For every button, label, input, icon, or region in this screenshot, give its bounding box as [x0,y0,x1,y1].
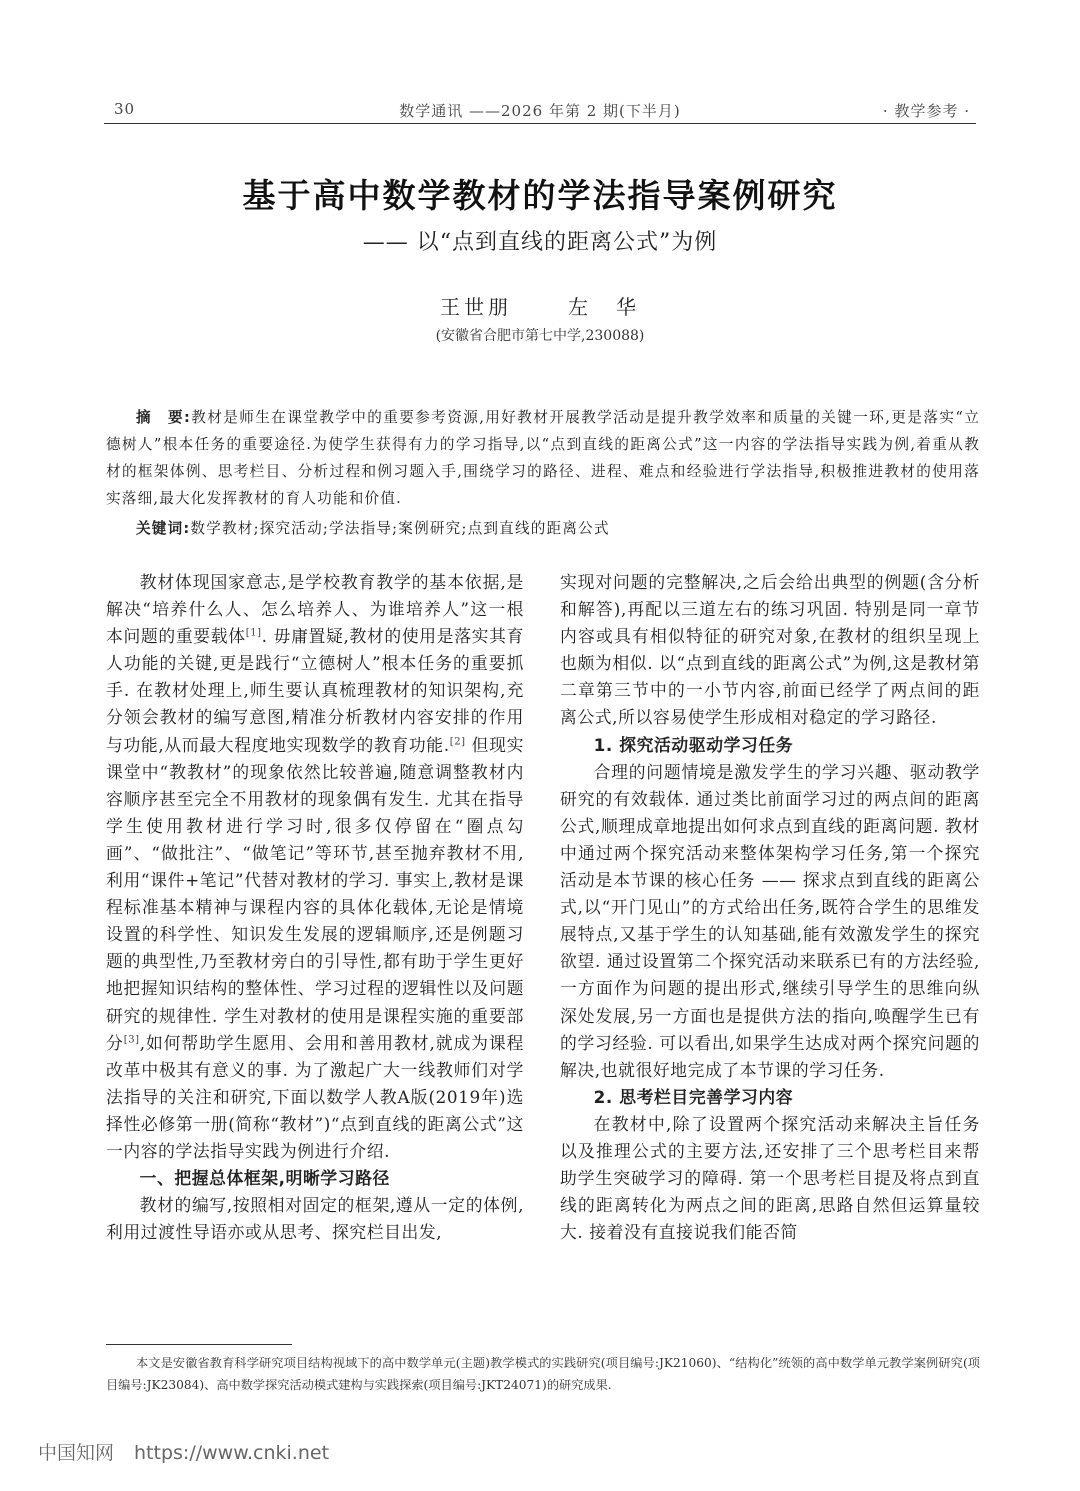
footnote-rule [106,1344,292,1345]
paragraph: 教材的编写,按照相对固定的框架,遵从一定的体例,利用过渡性导语亦或从思考、探究栏目出发, [106,1195,524,1243]
keywords-text: 数学教材;探究活动;学法指导;案例研究;点到直线的距离公式 [190,520,610,537]
paragraph: 实现对问题的完整解决,之后会给出典型的例题(含分析和解答),再配以三道左右的练习巩固. 特别是同一章节内容或具有相似特征的研究对象,在教材的组织呈现上也颇为相似. 以“点到直线的距离公式”为例,这是教材第二章第三节中的一小节内容,前面已经学了两点间的距离公式,所以容易使学生形成相对稳定的学习路径. [560,572,980,728]
page-number: 30 [114,100,136,118]
abstract [106,404,980,512]
journal-issue: 数学通讯 ——2026 年第 2 期(下半月) [399,102,681,120]
author-name: 王世朋 [440,295,512,319]
watermark-brand: 中国知网 [38,1442,115,1464]
section-heading: 一、把握总体框架,明晰学习路径 [139,1168,390,1189]
abstract-label: 摘 要: [136,409,192,426]
citation-ref[interactable]: [2] [449,735,466,747]
affiliation: (安徽省合肥市第七中学,230088) [435,328,645,344]
section-label: · 教学参考 · [882,102,970,120]
keywords-label: 关键词: [136,520,191,537]
article-title: 基于高中数学教材的学法指导案例研究 [242,176,838,215]
body-column-right [560,569,980,1246]
body-column-left [106,569,524,1246]
footnote: 本文是安徽省教育科学研究项目结构视域下的高中数学单元(主题)教学模式的实践研究(项目编号:JK21060)、“结构化”统领的高中数学单元教学案例研究(项目编号:JK23084)、高中数学探究活动模式建构与实践探索(项目编号:JKT24071)的研究成果. [106,1356,980,1392]
paragraph: 合理的问题情境是激发学生的学习兴趣、驱动教学研究的有效载体. 通过类比前面学习过的两点间的距离公式,顺理成章地提出如何求点到直线的距离问题. 教材中通过两个探究活动来整体架构学习任务,第一个探究活动是本节课的核心任务 —— 探求点到直线的距离公式,以“开门见山”的方式给出任务,既符合学生的思维发展特点,又基于学生的认知基础,能有效激发学生的探究欲望. 通过设置第二个探究活动来联系已有的方法经验,一方面作为问题的提出形式,继续引导学生的思维向纵深处发展,另一方面也是提供方法的指向,唤醒学生已有的学习经验. 可以看出,如果学生达成对两个探究问题的解决,也就很好地完成了本节课的学习任务. [560,761,980,1080]
citation-ref[interactable]: [3] [123,1034,140,1045]
running-header [104,96,976,124]
paragraph: 教材体现国家意志,是学校教育教学的基本依据,是解决“培养什么人、怎么培养人、为谁培养人”这一根本问题的重要载体[1]. 毋庸置疑,教材的使用是落实其育人功能的关键,更是践行“立德树人”根本任务的重要抓手. 在教材处理上,师生要认真梳理教材的知识架构,充分领会教材的编写意图,精准分析教材内容安排的作用与功能,从而最大程度地实现数学的教育功能.[2] 但现实课堂中“教教材”的现象依然比较普遍,随意调整教材内容顺序甚至完全不用教材的现象偶有发生. 尤其在指导学生使用教材进行学习时,很多仅停留在“圈点勾画”、“做批注”、“做笔记”等环节,甚至抛弃教材不用,利用“课件+笔记”代替对教材的学习. 事实上,教材是课程标准基本精神与课程内容的具体化载体,无论是情境设置的科学性、知识发生发展的逻辑顺序,还是例题习题的典型性,乃至教材旁白的引导性,都有助于学生更好地把握知识结构的整体性、学习过程的逻辑性以及问题研究的规律性. 学生对教材的使用是课程实施的重要部分[3],如何帮助学生愿用、会用和善用教材,就成为课程改革中极其有意义的事. 为了激起广大一线教师们对学法指导的关注和研究,下面以数学人教A版(2019年)选择性必修第一册(简称“教材”)“点到直线的距离公式”这一内容的学法指导实践为例进行介绍. [106,572,524,1161]
keywords [106,517,980,538]
abstract-text: 教材是师生在课堂教学中的重要参考资源,用好教材开展教学活动是提升教学效率和质量的关键一环,更是落实“立德树人”根本任务的重要途径.为使学生获得有力的学习指导,以“点到直线的距离公式”这一内容的学法指导实践为例,着重从教材的框架体例、思考栏目、分析过程和例习题入手,围绕学习的路径、进程、难点和经验进行学法指导,积极推进教材的使用落实落细,最大化发挥教材的育人功能和价值. [106,409,980,507]
authors [0,291,1080,320]
author-name: 左 华 [568,295,640,319]
subsection-heading: 2. 思考栏目完善学习内容 [593,1086,794,1107]
article-subtitle: —— 以“点到直线的距离公式”为例 [362,230,718,255]
header-rule [104,123,976,124]
watermark-url[interactable]: https://www.cnki.net [134,1442,330,1464]
citation-ref[interactable]: [1] [245,627,262,639]
paragraph: 在教材中,除了设置两个探究活动来解决主旨任务以及推理公式的主要方法,还安排了三个思考栏目来帮助学生突破学习的障碍. 第一个思考栏目提及将点到直线的距离转化为两点之间的距离,思路自然但运算量较大. 接着没有直接说我们能否简 [560,1113,980,1243]
subsection-heading: 1. 探究活动驱动学习任务 [593,734,794,755]
watermark [38,1438,329,1465]
